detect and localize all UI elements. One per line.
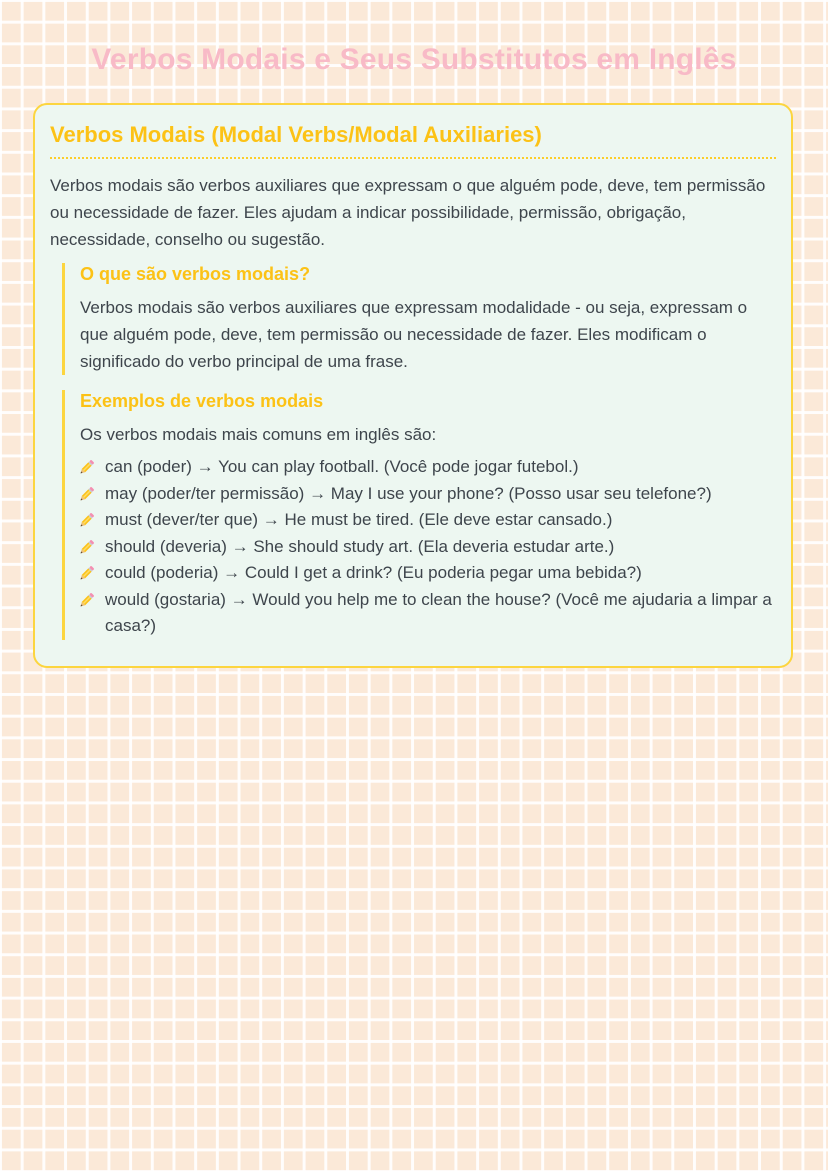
list-item (80, 481, 776, 508)
list-item (80, 560, 776, 587)
subsection-body: Verbos modais são verbos auxiliares que expressam modalidade - ou seja, expressam o que alguém pode, deve, tem permissão ou necessidade de fazer. Eles modificam o significado do verbo principal de uma frase. (80, 298, 748, 371)
examples-intro: Os verbos modais mais comuns em inglês são: (80, 425, 437, 444)
pencil-icon (77, 564, 96, 583)
subsection-heading: O que são verbos modais? (80, 264, 311, 284)
example-text: could (poderia) → Could I get a drink? (Eu poderia pegar uma bebida?) (105, 563, 642, 582)
subsection-what-are-modal-verbs (62, 263, 776, 375)
card-heading: Verbos Modais (Modal Verbs/Modal Auxiliaries) (50, 122, 776, 159)
subsection-heading: Exemplos de verbos modais (80, 391, 324, 411)
example-text: should (deveria) → She should study art. (Ela deveria estudar arte.) (105, 536, 615, 556)
list-item (80, 587, 776, 640)
pencil-icon (77, 485, 96, 504)
example-text: would (gostaria) → Would you help me to clean the house? (Você me ajudaria a limpar a casa?) (105, 589, 772, 635)
card-intro-paragraph: Verbos modais são verbos auxiliares que expressam o que alguém pode, deve, tem permissão ou necessidade de fazer. Eles ajudam a indicar possibilidade, permissão, obrigação, necessidade, conselho ou sugestão. (50, 176, 766, 249)
example-text: can (poder) → You can play football. (Você pode jogar futebol.) (105, 457, 579, 476)
example-text: may (poder/ter permissão) → May I use your phone? (Posso usar seu telefone?) (105, 483, 712, 503)
list-item (80, 534, 776, 561)
content-card (33, 103, 793, 668)
examples-list (80, 454, 776, 640)
pencil-icon (77, 538, 96, 557)
list-item (80, 454, 776, 481)
pencil-icon (77, 511, 96, 530)
page-title: Verbos Modais e Seus Substitutos em Inglês (91, 43, 737, 76)
pencil-icon (77, 458, 96, 477)
list-item (80, 507, 776, 534)
subsection-modal-verb-examples (62, 390, 776, 640)
pencil-icon (77, 591, 96, 610)
example-text: must (dever/ter que) → He must be tired. (Ele deve estar cansado.) (105, 510, 613, 529)
